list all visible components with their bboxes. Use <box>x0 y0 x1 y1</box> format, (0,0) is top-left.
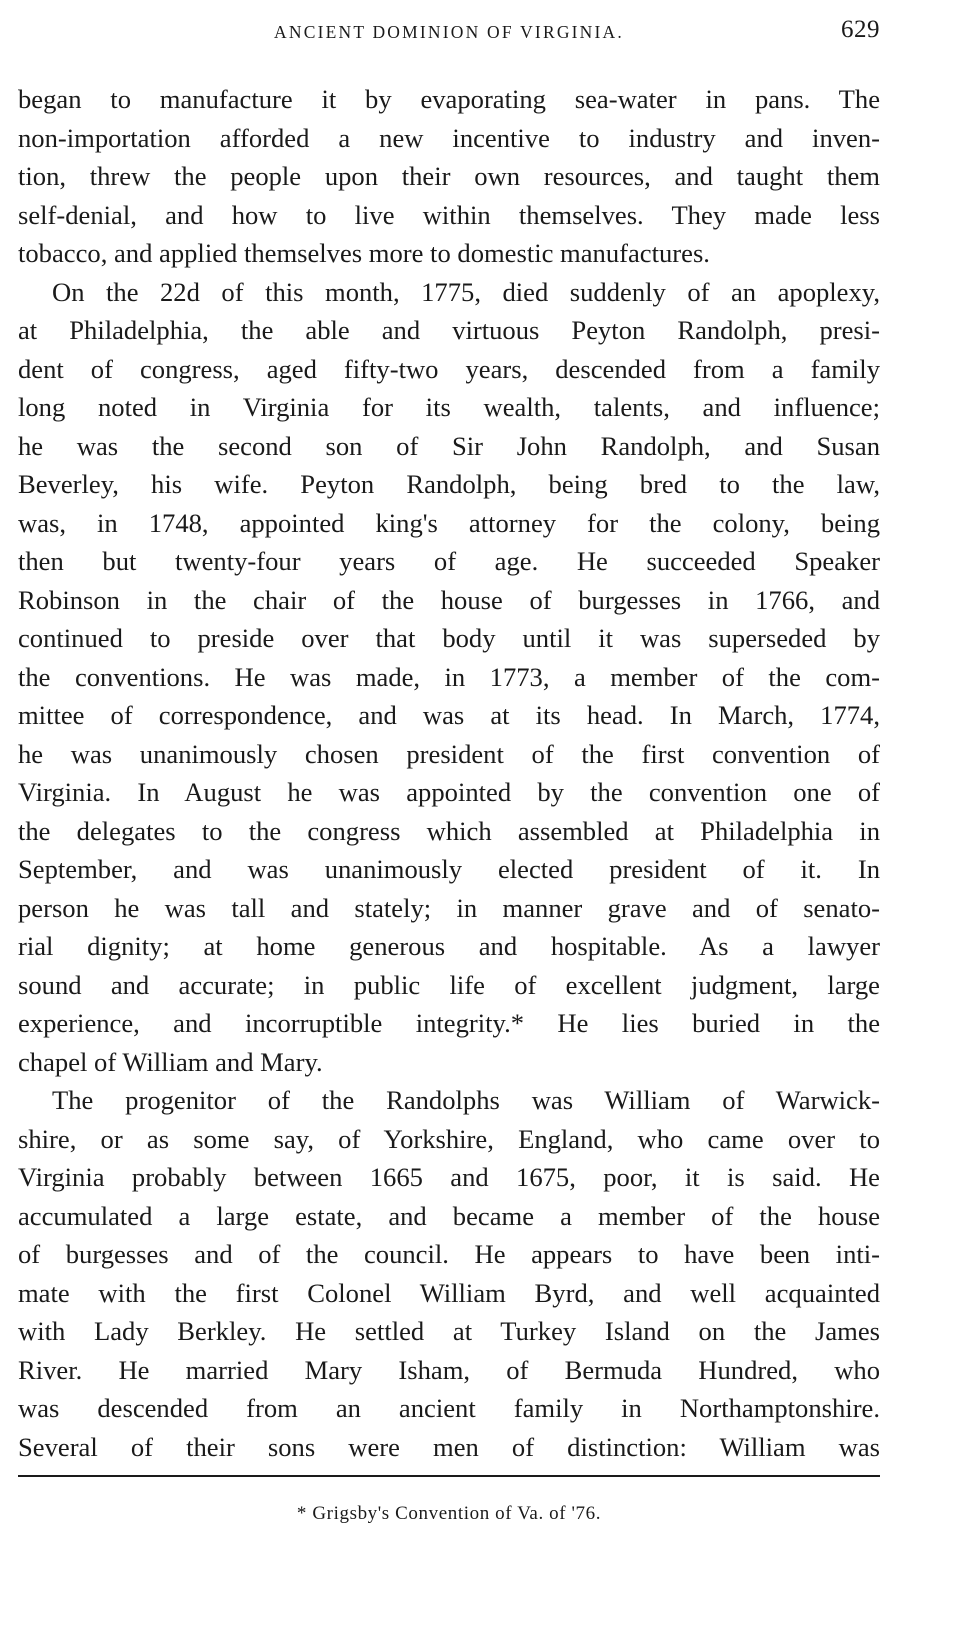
running-title: ANCIENT DOMINION OF VIRGINIA. <box>274 22 624 42</box>
body-text <box>18 80 880 1466</box>
text-line: of burgesses and of the council. He appears to have been inti- <box>18 1239 880 1269</box>
footnote-divider <box>18 1475 880 1477</box>
text-line: he was the second son of Sir John Randolph, and Susan <box>18 430 880 461</box>
text-line: was descended from an ancient family in Northamptonshire. <box>18 1393 880 1423</box>
text-line: dent of congress, aged fifty-two years, descended from a family <box>18 353 880 384</box>
text-line: mate with the first Colonel William Byrd, and well acquainted <box>18 1277 880 1308</box>
page-number: 629 <box>841 16 880 43</box>
text-line: with Lady Berkley. He settled at Turkey Island on the James <box>18 1316 880 1346</box>
text-line: On the 22d of this month, 1775, died suddenly of an apoplexy, <box>52 276 880 307</box>
text-line: Robinson in the chair of the house of burgesses in 1766, and <box>18 584 880 615</box>
text-line: at Philadelphia, the able and virtuous Peyton Randolph, presi- <box>18 315 880 345</box>
text-line: Virginia probably between 1665 and 1675, poor, it is said. He <box>18 1162 880 1192</box>
text-line: experience, and incorruptible integrity.* He lies buried in the <box>18 1008 880 1038</box>
text-line: Virginia. In August he was appointed by the convention one of <box>18 777 880 807</box>
text-line: began to manufacture it by evaporating sea-water in pans. The <box>18 84 880 114</box>
text-line: person he was tall and stately; in manner grave and of senato- <box>18 892 880 923</box>
footnote: * Grigsby's Convention of Va. of '76. <box>296 1503 602 1524</box>
text-line: was, in 1748, appointed king's attorney for the colony, being <box>18 507 880 538</box>
text-line: the delegates to the congress which assembled at Philadelphia in <box>18 815 880 846</box>
text-line: then but twenty-four years of age. He succeeded Speaker <box>18 546 880 576</box>
text-line: mittee of correspondence, and was at its head. In March, 1774, <box>18 700 880 730</box>
text-line: tion, threw the people upon their own resources, and taught them <box>18 161 880 191</box>
text-line: he was unanimously chosen president of the first convention of <box>18 738 880 769</box>
running-header <box>18 14 880 50</box>
text-line: continued to preside over that body until it was superseded by <box>18 623 880 653</box>
text-line: rial dignity; at home generous and hospitable. As a lawyer <box>18 931 880 961</box>
text-line: Beverley, his wife. Peyton Randolph, being bred to the law, <box>18 469 880 499</box>
text-line: the conventions. He was made, in 1773, a member of the com- <box>18 661 880 692</box>
text-line: The progenitor of the Randolphs was William of Warwick- <box>52 1085 880 1115</box>
text-line: long noted in Virginia for its wealth, talents, and influence; <box>18 392 880 422</box>
text-line: accumulated a large estate, and became a member of the house <box>18 1200 880 1231</box>
text-line: September, and was unanimously elected president of it. In <box>18 854 880 884</box>
text-line: chapel of William and Mary. <box>18 1046 323 1077</box>
text-line: tobacco, and applied themselves more to domestic manufactures. <box>18 238 710 268</box>
text-line: Several of their sons were men of distinction: William was <box>18 1431 880 1462</box>
text-line: sound and accurate; in public life of excellent judgment, large <box>18 969 880 1000</box>
text-line: shire, or as some say, of Yorkshire, England, who came over to <box>18 1123 880 1154</box>
text-line: non-importation afforded a new incentive to industry and inven- <box>18 122 880 153</box>
text-line: River. He married Mary Isham, of Bermuda Hundred, who <box>18 1354 880 1385</box>
text-line: self-denial, and how to live within themselves. They made less <box>18 199 880 230</box>
